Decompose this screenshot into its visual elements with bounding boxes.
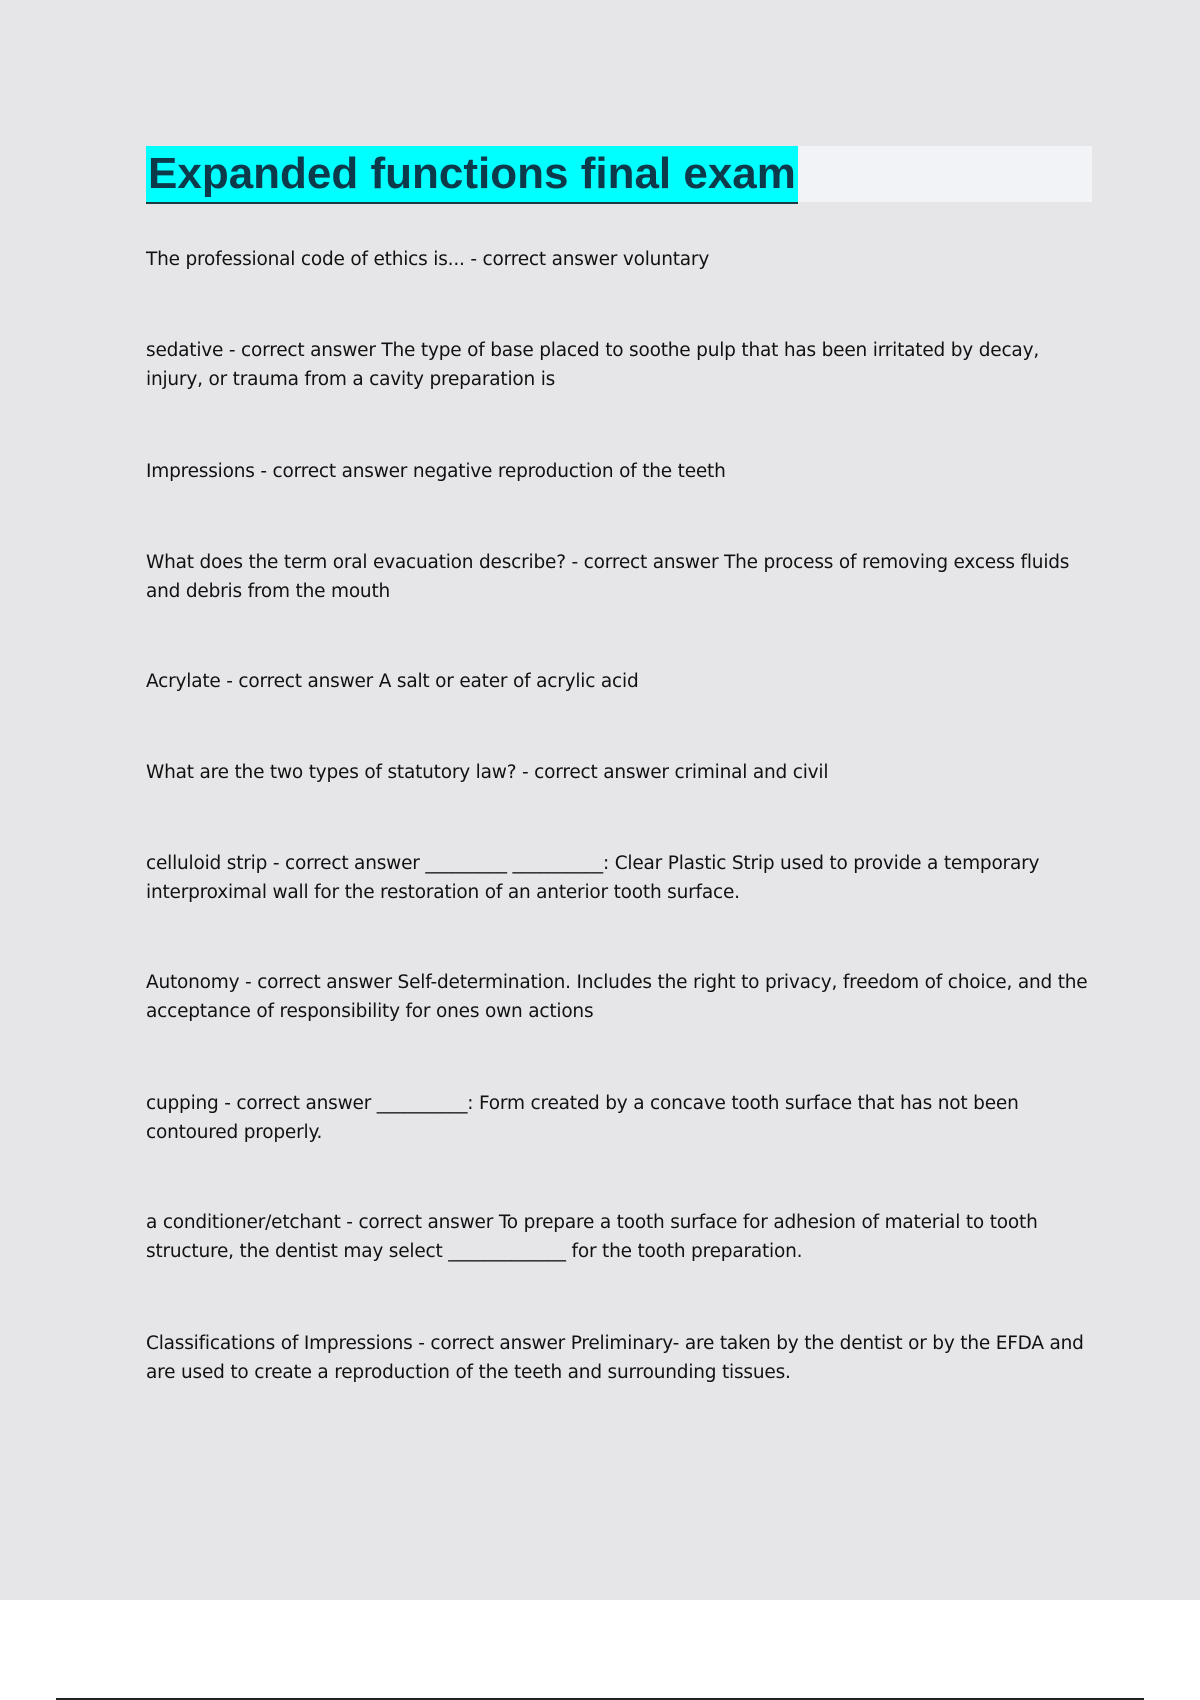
flashcard-entry: sedative - correct answer The type of base placed to soothe pulp that has been irritated by decay, injury, or trauma from a cavity preparation is xyxy=(146,340,1039,390)
flashcard-entry: a conditioner/etchant - correct answer To prepare a tooth surface for adhesion of material to tooth structure, the dentist may select _____________ for the tooth preparation. xyxy=(146,1212,1038,1262)
flashcard-entry: celluloid strip - correct answer _________ __________: Clear Plastic Strip used to provide a temporary interproximal wall for the restoration of an anterior tooth surface. xyxy=(146,853,1040,903)
flashcard-entry: What are the two types of statutory law? - correct answer criminal and civil xyxy=(146,762,829,783)
flashcard-entry: What does the term oral evacuation describe? - correct answer The process of removing excess fluids and debris from the mouth xyxy=(146,552,1070,602)
flashcard-entry: Autonomy - correct answer Self-determination. Includes the right to privacy, freedom of choice, and the acceptance of responsibility for ones own actions xyxy=(146,972,1088,1022)
flashcard-entry: The professional code of ethics is... - correct answer voluntary xyxy=(146,249,710,270)
title-bar xyxy=(146,146,1092,202)
flashcard-entry: Acrylate - correct answer A salt or eater of acrylic acid xyxy=(146,671,639,692)
flashcard-entry: Impressions - correct answer negative reproduction of the teeth xyxy=(146,461,726,482)
document-title: Expanded functions final exam xyxy=(146,146,798,204)
flashcard-entry: Classifications of Impressions - correct answer Preliminary- are taken by the dentist or by the EFDA and are used to create a reproduction of the teeth and surrounding tissues. xyxy=(146,1333,1084,1383)
flashcard-entry: cupping - correct answer __________: Form created by a concave tooth surface that has not been contoured properly. xyxy=(146,1093,1019,1143)
